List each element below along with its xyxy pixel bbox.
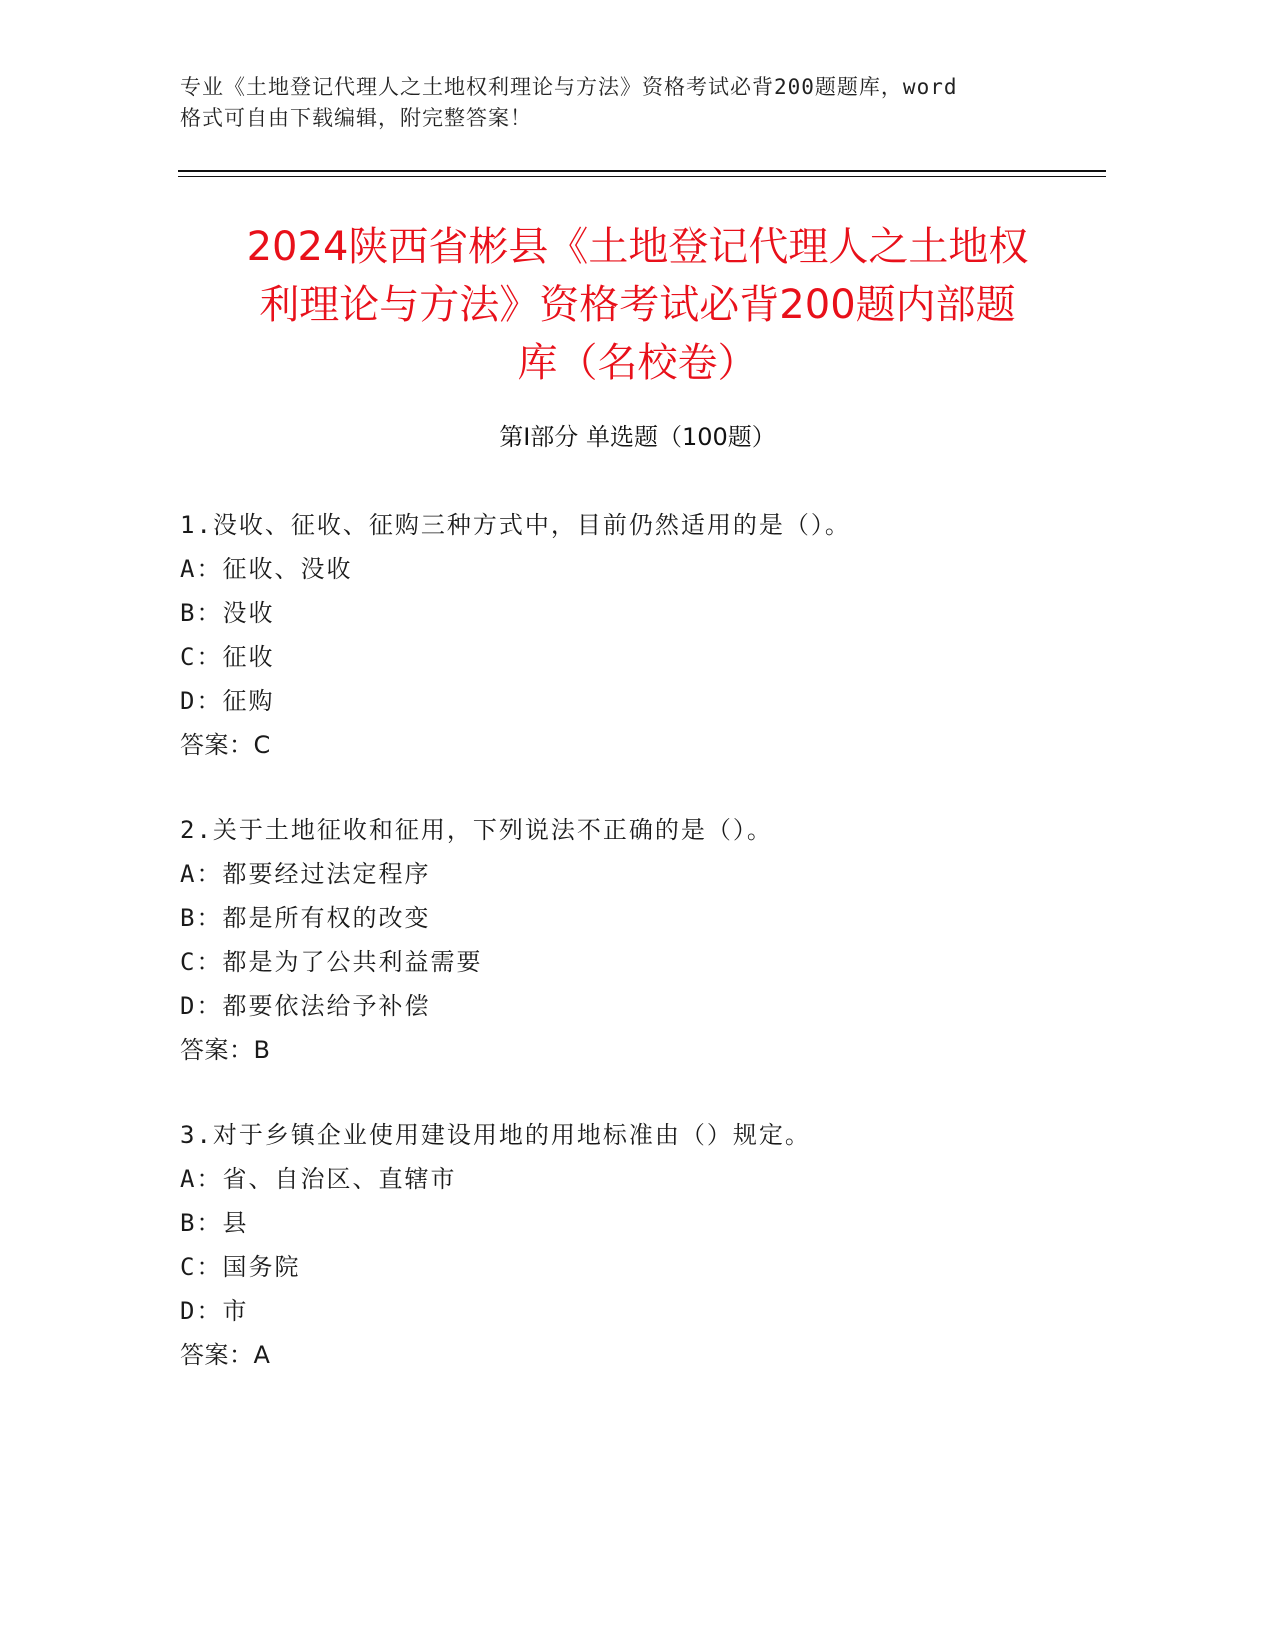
option-c: C：都是为了公共利益需要 <box>180 948 483 976</box>
option-b: B：没收 <box>180 599 275 627</box>
header-note-line-2: 格式可自由下载编辑，附完整答案！ <box>180 106 532 130</box>
title-line-1: 2024陕西省彬县《土地登记代理人之土地权 <box>246 224 1029 270</box>
option-a: A：征收、没收 <box>180 555 353 583</box>
option-b: B：县 <box>180 1209 249 1237</box>
header-rule-thin <box>178 176 1106 177</box>
option-d: D：市 <box>180 1297 249 1325</box>
question-1 <box>180 503 1100 767</box>
question-stem: 3.对于乡镇企业使用建设用地的用地标准由（）规定。 <box>180 1121 811 1149</box>
answer: 答案：C <box>180 731 271 759</box>
question-stem: 1.没收、征收、征购三种方式中，目前仍然适用的是（）。 <box>180 511 851 539</box>
question-2 <box>180 808 1100 1072</box>
title-line-3: 库（名校卷） <box>517 340 758 386</box>
section-heading: 第Ⅰ部分 单选题（100题） <box>499 423 776 451</box>
option-a: A：省、自治区、直辖市 <box>180 1165 457 1193</box>
answer: 答案：B <box>180 1036 271 1064</box>
header-rule-thick <box>178 170 1106 172</box>
header-note <box>180 72 1040 134</box>
option-c: C：征收 <box>180 643 275 671</box>
option-c: C：国务院 <box>180 1253 301 1281</box>
answer: 答案：A <box>180 1341 271 1369</box>
option-a: A：都要经过法定程序 <box>180 860 431 888</box>
question-stem: 2.关于土地征收和征用，下列说法不正确的是（）。 <box>180 816 773 844</box>
title-line-2: 利理论与方法》资格考试必背200题内部题 <box>259 282 1016 328</box>
option-d: D：征购 <box>180 687 275 715</box>
document-title <box>160 218 1115 392</box>
header-note-line-1: 专业《土地登记代理人之土地权利理论与方法》资格考试必背200题题库，word <box>180 75 958 99</box>
question-3 <box>180 1113 1100 1377</box>
option-d: D：都要依法给予补偿 <box>180 992 431 1020</box>
option-b: B：都是所有权的改变 <box>180 904 431 932</box>
